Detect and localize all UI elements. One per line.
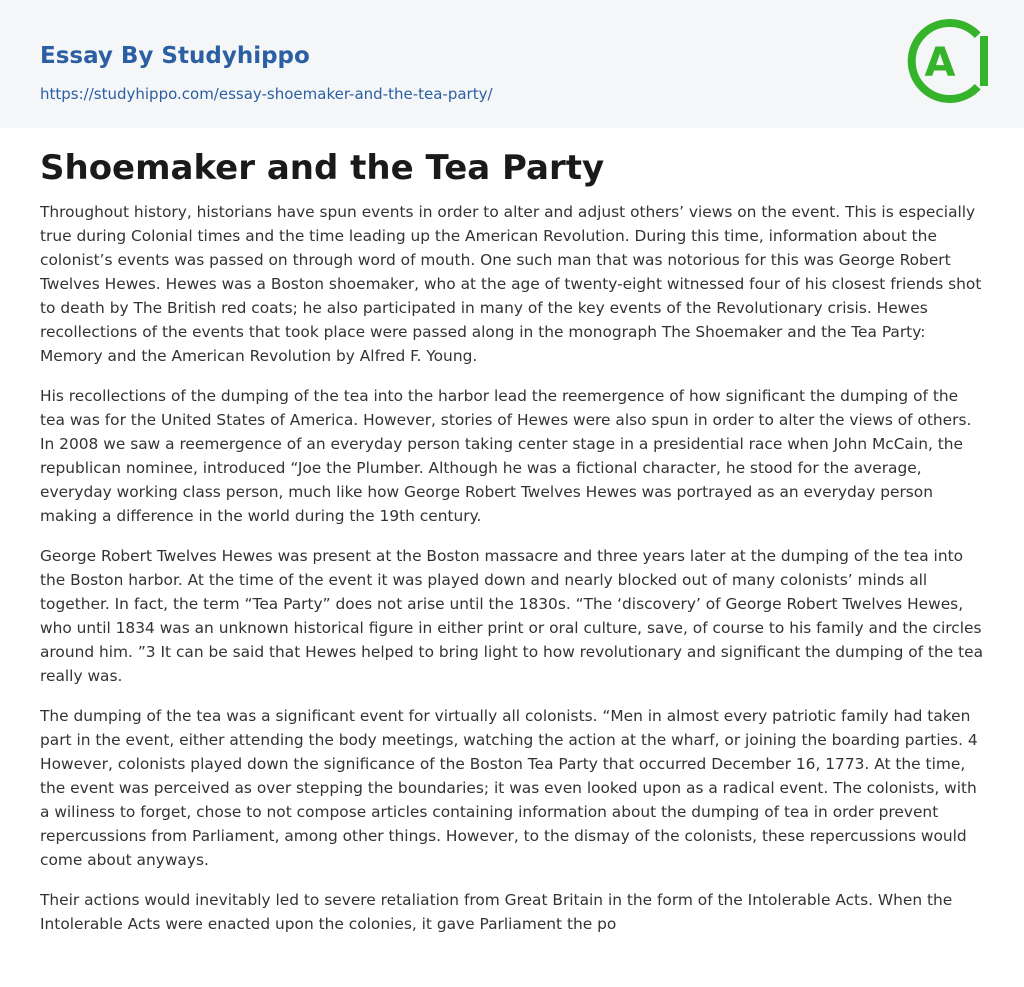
article-title: Shoemaker and the Tea Party [40,148,605,188]
article-paragraph-5: Their actions would inevitably led to severe retaliation from Great Britain in the form of the Intolerable Acts. When the Intolerable Acts were enacted upon the colonies, it gave Parliament the po [40,891,953,933]
article-paragraph-4: The dumping of the tea was a significant event for virtually all colonists. “Men in almost every patriotic family had taken part in the event, either attending the body meetings, watching the action at the wharf, or joining the boarding parties. 4 However, colonists played down the significance of the Boston Tea Party that occurred December 16, 1773. At the time, the event was perceived as over stepping the boundaries; it was even looked upon as a radical event. The colonists, with a wiliness to forget, chose to not compose articles containing information about the dumping of tea in order prevent repercussions from Parliament, among other things. However, to the dismay of the colonists, these repercussions would come about anyways. [40,707,978,869]
page-url-link[interactable]: https://studyhippo.com/essay-shoemaker-and-the-tea-party/ [40,85,493,103]
article-paragraph-2: His recollections of the dumping of the tea into the harbor lead the reemergence of how significant the dumping of the tea was for the United States of America. However, stories of Hewes were also spun in order to alter the views of others. In 2008 we saw a reemergence of an everyday person taking center stage in a presidential race when John McCain, the republican nominee, introduced “Joe the Plumber. Although he was a fictional character, he stood for the average, everyday working class person, much like how George Robert Twelves Hewes was portrayed as an everyday person making a difference in the world during the 19th century. [40,387,972,525]
logo-letter: A [924,40,956,86]
article [40,144,984,936]
site-brand[interactable]: Essay By Studyhippo [40,43,310,69]
article-paragraph-1: Throughout history, historians have spun events in order to alter and adjust others’ views on the event. This is especially true during Colonial times and the time leading up the American Revolution. During this time, information about the colonist’s events was passed on through word of mouth. One such man that was notorious for this was George Robert Twelves Hewes. Hewes was a Boston shoemaker, who at the age of twenty-eight witnessed four of his closest friends shot to death by The British red coats; he also participated in many of the key events of the Revolutionary crisis. Hewes recollections of the events that took place were passed along in the monograph The Shoemaker and the Tea Party: Memory and the American Revolution by Alfred F. Young. [40,203,982,365]
site-header [0,0,1024,128]
studyhippo-logo-icon[interactable] [904,18,990,104]
article-paragraph-3: George Robert Twelves Hewes was present at the Boston massacre and three years later at the dumping of the tea into the Boston harbor. At the time of the event it was played down and nearly blocked out of many colonists’ minds all together. In fact, the term “Tea Party” does not arise until the 1830s. “The ‘discovery’ of George Robert Twelves Hewes, who until 1834 was an unknown historical figure in either print or oral culture, save, of course to his family and the circles around him. ”3 It can be said that Hewes helped to bring light to how revolutionary and significant the dumping of the tea really was. [40,547,984,685]
